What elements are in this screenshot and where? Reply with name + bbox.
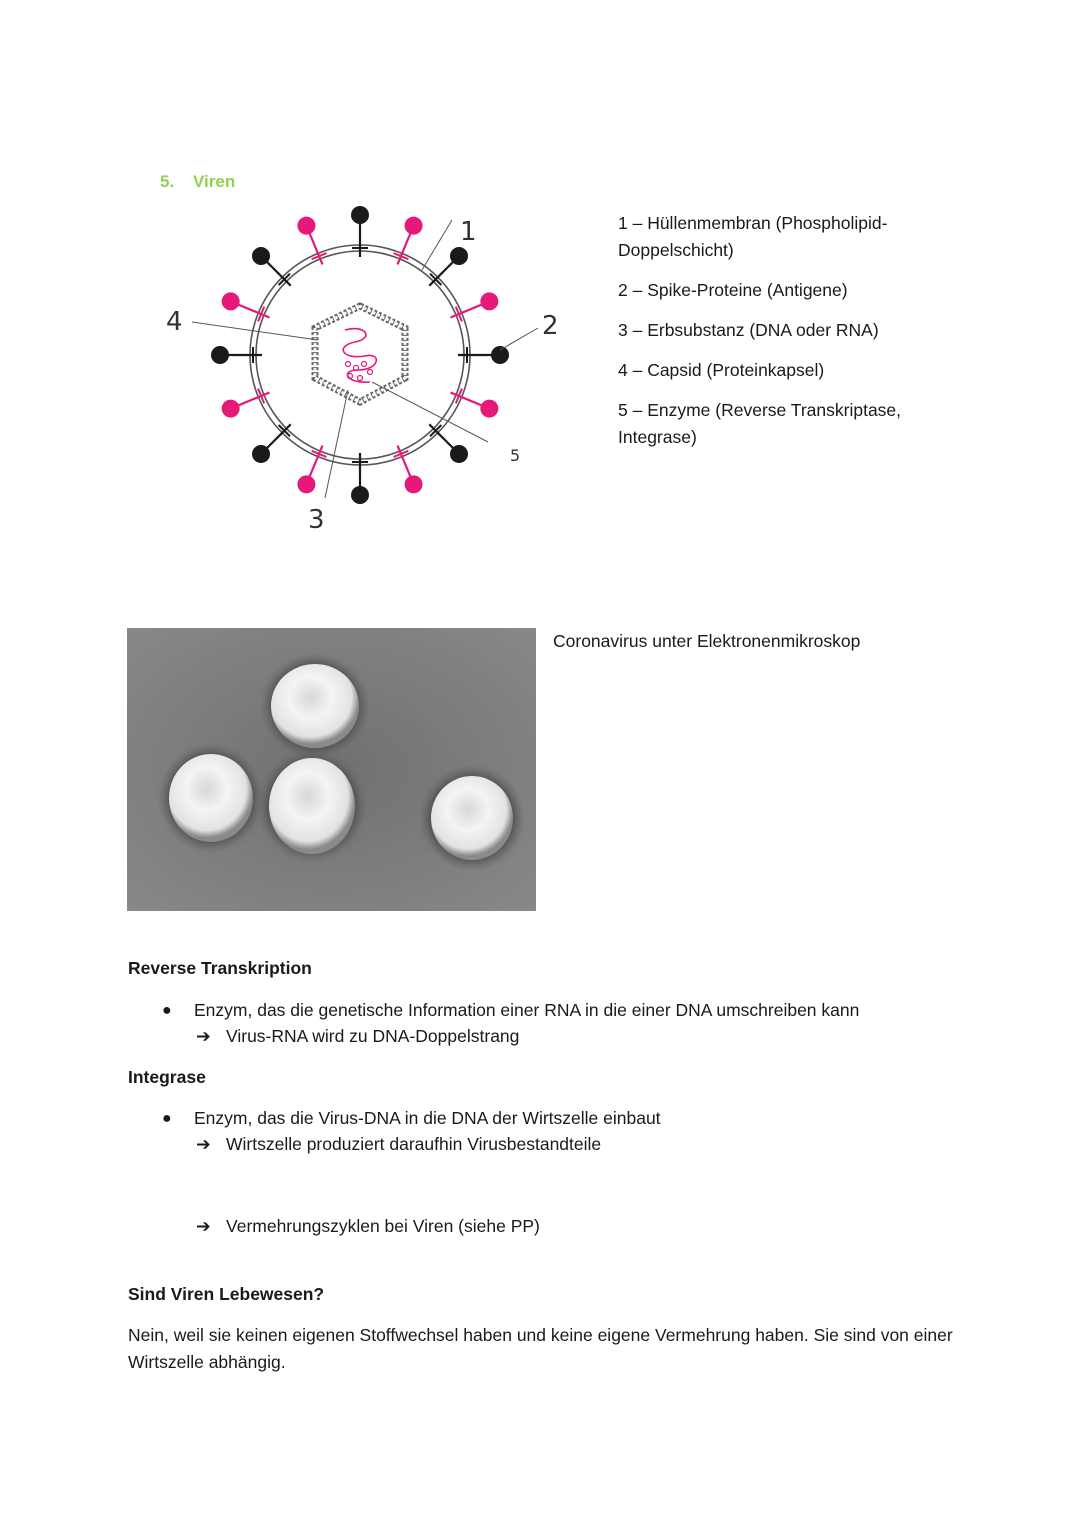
pink-spike-head bbox=[222, 400, 240, 418]
capsid bbox=[315, 306, 405, 402]
pink-spike-head bbox=[297, 475, 315, 493]
black-spike-head bbox=[252, 247, 270, 265]
integrase-title: Integrase bbox=[128, 1067, 206, 1087]
bullet-icon: ● bbox=[162, 1110, 172, 1127]
virus-diagram bbox=[160, 200, 580, 540]
reverse-transkription-arrow-text: Virus-RNA wird zu DNA-Doppelstrang bbox=[226, 1026, 520, 1046]
leader-5 bbox=[372, 382, 488, 442]
label-4: 4 bbox=[166, 307, 183, 337]
section-number: 5. bbox=[160, 172, 175, 191]
micrograph-image bbox=[127, 628, 536, 911]
spike-proteins bbox=[211, 206, 509, 504]
pink-spike-head bbox=[297, 217, 315, 235]
black-spike-head bbox=[211, 346, 229, 364]
label-2: 2 bbox=[542, 311, 559, 341]
leader-3 bbox=[325, 390, 348, 498]
vermehrung-arrow-text: Vermehrungszyklen bei Viren (siehe PP) bbox=[226, 1216, 540, 1236]
lebewesen-title: Sind Viren Lebewesen? bbox=[128, 1284, 325, 1304]
leader-1 bbox=[422, 220, 452, 270]
black-spike-head bbox=[450, 247, 468, 265]
pink-spike-head bbox=[405, 475, 423, 493]
leader-2 bbox=[500, 328, 538, 350]
arrow-right-icon: ➔ bbox=[196, 1216, 211, 1236]
black-spike-head bbox=[450, 445, 468, 463]
pink-spike-head bbox=[405, 217, 423, 235]
pink-spike-head bbox=[222, 292, 240, 310]
legend-item-5: 5 – Enzyme (Reverse Transkriptase, Integrase) bbox=[618, 400, 902, 447]
integrase-bullet: Enzym, das die Virus-DNA in die DNA der Wirtszelle einbaut bbox=[194, 1108, 661, 1128]
label-3: 3 bbox=[308, 505, 325, 535]
black-spike-head bbox=[351, 206, 369, 224]
virus-diagram-svg bbox=[160, 200, 580, 540]
coronavirus-micrograph bbox=[127, 628, 536, 911]
reverse-transkription-arrow-line bbox=[196, 1026, 519, 1047]
legend-item-4: 4 – Capsid (Proteinkapsel) bbox=[618, 360, 825, 380]
black-spike-head bbox=[252, 445, 270, 463]
section-title: Viren bbox=[193, 172, 236, 191]
vermehrung-arrow-line bbox=[196, 1216, 540, 1237]
arrow-right-icon: ➔ bbox=[196, 1134, 211, 1154]
arrow-right-icon: ➔ bbox=[196, 1026, 211, 1046]
label-5: 5 bbox=[510, 446, 521, 465]
pink-spike-head bbox=[480, 292, 498, 310]
reverse-transkription-title: Reverse Transkription bbox=[128, 958, 312, 978]
legend-item-2: 2 – Spike-Proteine (Antigene) bbox=[618, 280, 848, 300]
legend-item-1: 1 – Hüllenmembran (Phospholipid-Doppelschicht) bbox=[618, 213, 888, 260]
integrase-arrow-text: Wirtszelle produziert daraufhin Virusbestandteile bbox=[226, 1134, 602, 1154]
legend-item-3: 3 – Erbsubstanz (DNA oder RNA) bbox=[618, 320, 879, 340]
micrograph-caption: Coronavirus unter Elektronenmikroskop bbox=[553, 631, 861, 651]
pink-spike-head bbox=[480, 400, 498, 418]
black-spike-head bbox=[491, 346, 509, 364]
label-1: 1 bbox=[460, 217, 477, 247]
integrase-arrow-line bbox=[196, 1134, 601, 1155]
diagram-legend bbox=[618, 210, 938, 464]
black-spike-head bbox=[351, 486, 369, 504]
lebewesen-answer: Nein, weil sie keinen eigenen Stoffwechsel haben und keine eigene Vermehrung haben. Sie sind von einer Wirtszelle abhängig. bbox=[128, 1325, 953, 1372]
bullet-icon: ● bbox=[162, 1002, 172, 1019]
reverse-transkription-bullet: Enzym, das die genetische Information einer RNA in die einer DNA umschreiben kann bbox=[194, 1000, 860, 1020]
